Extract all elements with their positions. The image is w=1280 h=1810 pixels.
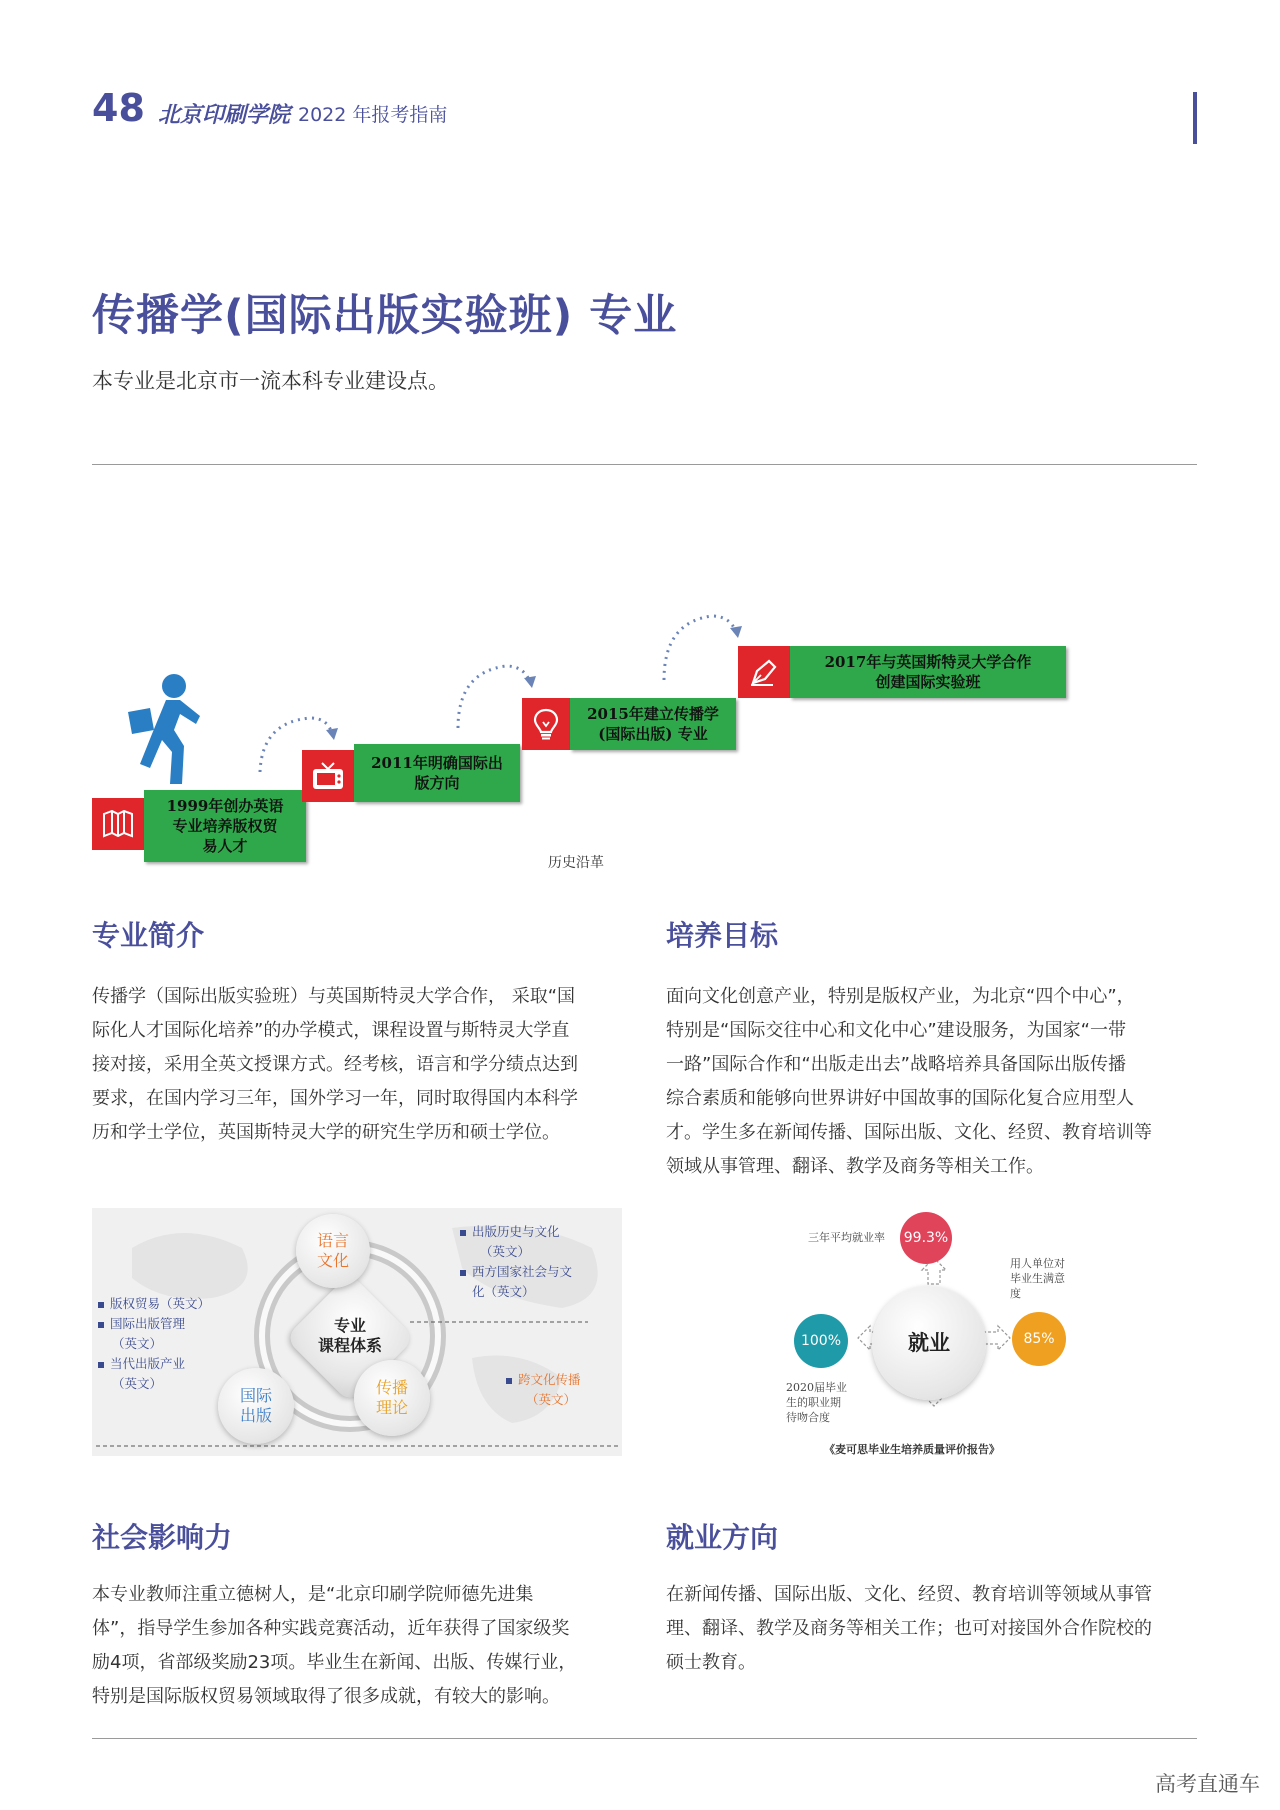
curriculum-communication-theory (354, 1360, 430, 1436)
text-line: 文化 (316, 1251, 349, 1270)
timeline-step-3-line2: (国际出版) 专业 (598, 725, 708, 743)
text-line: 传播学（国际出版实验班）与英国斯特灵大学合作， 采取“国 (92, 986, 576, 1007)
timeline-step-2 (354, 744, 520, 802)
text-line: 理论 (375, 1398, 408, 1417)
tv-icon (311, 761, 345, 791)
text-line: 体”，指导学生参加各种实践竞赛活动，近年获得了国家级奖 (92, 1618, 570, 1639)
timeline-step-3-icon (522, 698, 570, 750)
divider-bottom (92, 1738, 1197, 1739)
timeline-step-1-line3: 易人才 (202, 837, 248, 855)
timeline-step-1 (144, 790, 306, 862)
text-line: 在新闻传播、国际出版、文化、经贸、教育培训等领域从事管 (666, 1584, 1152, 1605)
text-line: （英文） (526, 1392, 577, 1407)
map-icon (102, 810, 134, 838)
text-line: 版权贸易（英文） (110, 1296, 211, 1311)
text-line: 课程体系 (317, 1336, 382, 1355)
text-line: 国际 (239, 1386, 272, 1405)
pen-icon (749, 657, 779, 687)
text-line: 传播 (375, 1378, 408, 1397)
text-line: 待吻合度 (786, 1411, 830, 1424)
text-line: 特别是“国际交往中心和文化中心”建设服务，为国家“一带 (666, 1020, 1126, 1041)
timeline-step-4-line1: 2017年与英国斯特灵大学合作 (824, 653, 1032, 671)
curriculum-list-right-top (460, 1222, 572, 1302)
satisfaction-circle: 85% (1012, 1312, 1066, 1366)
text-line: 领域从事管理、翻译、教学及商务等相关工作。 (666, 1156, 1044, 1177)
employment-source: 《麦可思毕业生培养质量评价报告》 (824, 1443, 1000, 1456)
history-timeline (0, 600, 1280, 870)
curriculum-center-label (304, 1316, 396, 1356)
text-line: 接对接，采用全英文授课方式。经考核，语言和学分绩点达到 (92, 1054, 578, 1075)
employment-center: 就业 (872, 1286, 986, 1400)
text-line: 专业 (333, 1316, 366, 1335)
text-line: 综合素质和能够向世界讲好中国故事的国际化复合应用型人 (666, 1088, 1134, 1109)
section-heading-intro: 专业简介 (92, 919, 205, 952)
timeline-step-4 (790, 646, 1066, 698)
watermark-text: 高考直通车 (1155, 1772, 1260, 1796)
curriculum-international-publishing (218, 1368, 294, 1444)
text-line: 毕业生满意 (1010, 1272, 1065, 1285)
text-line: 际化人才国际化培养”的办学模式，课程设置与斯特灵大学直 (92, 1020, 570, 1041)
lightbulb-icon (533, 708, 559, 740)
arc-arrow-icon (654, 608, 744, 688)
section-heading-goals: 培养目标 (666, 919, 779, 952)
text-line: 励4项，省部级奖励23项。毕业生在新闻、出版、传媒行业， (92, 1652, 577, 1673)
match-circle: 100% (794, 1314, 848, 1368)
major-title: 传播学(国际出版实验班) 专业 (92, 291, 678, 341)
text-line: 本专业教师注重立德树人，是“北京印刷学院师德先进集 (92, 1584, 534, 1605)
text-line: 化（英文） (472, 1284, 535, 1299)
section-heading-influence: 社会影响力 (92, 1521, 233, 1554)
header-accent-bar (1193, 92, 1197, 144)
curriculum-list-right-bottom (506, 1370, 581, 1410)
employment-rate-circle: 99.3% (900, 1212, 952, 1264)
text-line: 国际出版管理 (110, 1316, 186, 1331)
timeline-step-4-line2: 创建国际实验班 (875, 673, 981, 691)
page-number: 48 (92, 86, 145, 130)
text-line: 一路”国际合作和“出版走出去”战略培养具备国际出版传播 (666, 1054, 1126, 1075)
text-line: 出版历史与文化 (472, 1224, 560, 1239)
curriculum-language-culture (296, 1214, 370, 1288)
section-heading-career: 就业方向 (666, 1521, 779, 1554)
text-line: 度 (1010, 1287, 1021, 1300)
text-line: （英文） (112, 1336, 163, 1351)
text-line: 特别是国际版权贸易领域取得了很多成就，有较大的影响。 (92, 1686, 560, 1707)
section-body-career (666, 1578, 1206, 1680)
text-line: 历和学士学位，英国斯特灵大学的研究生学历和硕士学位。 (92, 1122, 560, 1143)
divider-top (92, 464, 1197, 465)
curriculum-diagram (92, 1208, 622, 1456)
timeline-step-3 (570, 698, 736, 750)
text-line: 要求，在国内学习三年，国外学习一年，同时取得国内本科学 (92, 1088, 578, 1109)
text-line: （英文） (112, 1376, 163, 1391)
section-body-influence (92, 1578, 632, 1714)
text-line: 出版 (239, 1406, 272, 1425)
timeline-step-2-line2: 版方向 (414, 774, 460, 792)
text-line: （英文） (480, 1244, 531, 1259)
timeline-step-1-icon (92, 798, 144, 850)
section-body-intro (92, 980, 632, 1150)
text-line: 面向文化创意产业，特别是版权产业，为北京“四个中心”， (666, 986, 1135, 1007)
text-line: 语言 (316, 1231, 349, 1250)
text-line: 生的职业期 (786, 1396, 841, 1409)
text-line: 当代出版产业 (110, 1356, 186, 1371)
text-line: 2020届毕业 (786, 1381, 847, 1394)
text-line: 西方国家社会与文 (472, 1264, 573, 1279)
timeline-step-1-line1: 1999年创办英语 (166, 797, 284, 815)
text-line: 理、翻译、教学及商务等相关工作；也可对接国外合作院校的 (666, 1618, 1152, 1639)
runner-icon (122, 672, 204, 788)
text-line: 才。学生多在新闻传播、国际出版、文化、经贸、教育培训等 (666, 1122, 1152, 1143)
text-line: 用人单位对 (1010, 1257, 1065, 1270)
timeline-step-3-line1: 2015年建立传播学 (587, 705, 719, 723)
match-label (786, 1380, 847, 1425)
timeline-caption: 历史沿革 (548, 855, 604, 871)
employment-rate-label: 三年平均就业率 (808, 1231, 885, 1244)
school-logo-text: 北京印刷学院 (158, 102, 291, 128)
section-body-goals (666, 980, 1206, 1184)
satisfaction-label (1010, 1256, 1065, 1301)
text-line: 跨文化传播 (518, 1372, 581, 1387)
timeline-step-2-icon (302, 750, 354, 802)
employment-diagram (666, 1204, 1206, 1464)
timeline-step-2-line1: 2011年明确国际出 (371, 754, 503, 772)
major-subtitle: 本专业是北京市一流本科专业建设点。 (92, 369, 449, 393)
text-line: 硕士教育。 (666, 1652, 756, 1673)
timeline-step-4-icon (738, 646, 790, 698)
curriculum-list-left (98, 1294, 210, 1394)
timeline-step-1-line2: 专业培养版权贸 (172, 817, 278, 835)
guide-title: 2022 年报考指南 (298, 104, 448, 126)
